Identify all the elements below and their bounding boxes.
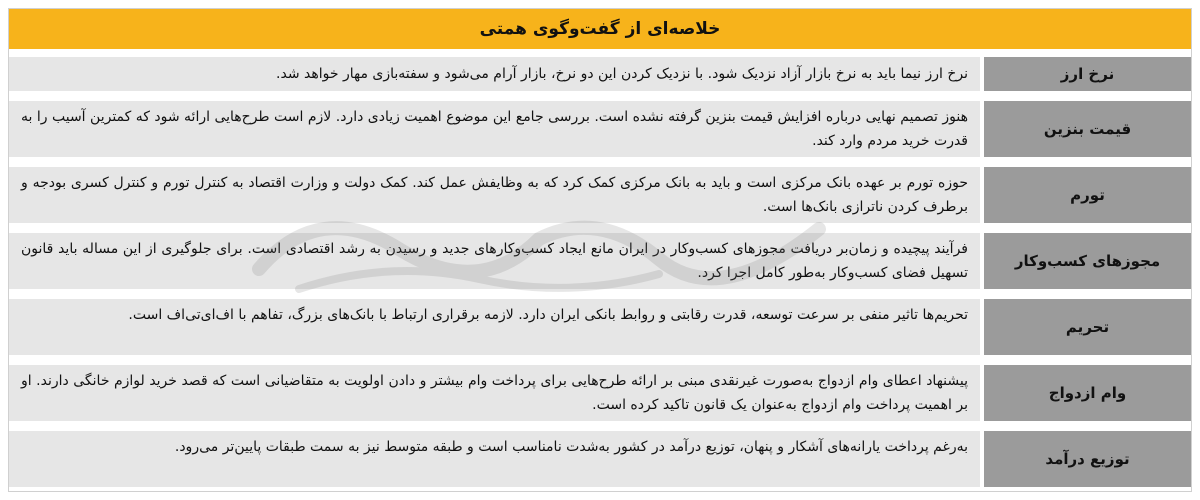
table-row: [9, 167, 1191, 223]
row-label: مجوزهای کسب‌وکار: [984, 233, 1191, 289]
table-header: [9, 9, 1191, 49]
row-divider: [980, 431, 984, 487]
row-text: هنوز تصمیم نهایی درباره افزایش قیمت بنزین گرفته نشده است. بررسی جامع این موضوع اهمیت زیادی دارد. لازم است طرح‌هایی ارائه شود که کمترین آسیب را به قدرت خرید مردم وارد کند.: [9, 101, 980, 157]
summary-table: [8, 8, 1192, 492]
table-row: [9, 233, 1191, 289]
row-divider: [980, 167, 984, 223]
row-divider: [980, 57, 984, 91]
row-label: نرخ ارز: [984, 57, 1191, 91]
table-row: [9, 299, 1191, 355]
table-row: [9, 101, 1191, 157]
row-divider: [980, 365, 984, 421]
row-text: فرآیند پیچیده و زمان‌بر دریافت مجوزهای کسب‌وکار در ایران مانع ایجاد کسب‌وکارهای جدید و رسیدن به رشد اقتصادی است. برای جلوگیری از این مساله باید قانون تسهیل فضای کسب‌وکار به‌طور کامل اجرا کرد.: [9, 233, 980, 289]
row-text: به‌رغم پرداخت یارانه‌های آشکار و پنهان، توزیع درآمد در کشور به‌شدت نامناسب است و طبقه متوسط نیز به سمت طبقات پایین‌تر می‌رود.: [9, 431, 980, 487]
row-label: توزیع درآمد: [984, 431, 1191, 487]
row-text: نرخ ارز نیما باید به نرخ بازار آزاد نزدیک شود. با نزدیک کردن این دو نرخ، بازار آرام می‌شود و سفته‌بازی مهار خواهد شد.: [9, 57, 980, 91]
row-label: قیمت بنزین: [984, 101, 1191, 157]
row-text: تحریم‌ها تاثیر منفی بر سرعت توسعه، قدرت رقابتی و روابط بانکی ایران دارد. لازمه برقراری ارتباط با بانک‌های بزرگ، تفاهم با اف‌ای‌تی‌اف است.: [9, 299, 980, 355]
row-text: حوزه تورم بر عهده بانک مرکزی است و باید به بانک مرکزی کمک کرد که به وظایفش عمل کند. کمک دولت و وزارت اقتصاد به کنترل تورم و کنترل کسری بودجه و برطرف کردن ناترازی بانک‌ها است.: [9, 167, 980, 223]
table-row: [9, 365, 1191, 421]
table-row: [9, 57, 1191, 91]
table-row: [9, 431, 1191, 487]
row-label: تورم: [984, 167, 1191, 223]
table-body: [9, 57, 1191, 492]
row-text: پیشنهاد اعطای وام ازدواج به‌صورت غیرنقدی مبنی بر ارائه طرح‌هایی برای پرداخت وام بیشتر و دادن اولویت به متقاضیانی است که قصد خرید لوازم خانگی دارند. او بر اهمیت پرداخت وام ازدواج به‌عنوان یک قانون تاکید کرده است.: [9, 365, 980, 421]
row-divider: [980, 101, 984, 157]
row-label: تحریم: [984, 299, 1191, 355]
row-divider: [980, 233, 984, 289]
row-label: وام ازدواج: [984, 365, 1191, 421]
row-divider: [980, 299, 984, 355]
table-title: خلاصه‌ای از گفت‌وگوی همتی: [479, 19, 721, 39]
